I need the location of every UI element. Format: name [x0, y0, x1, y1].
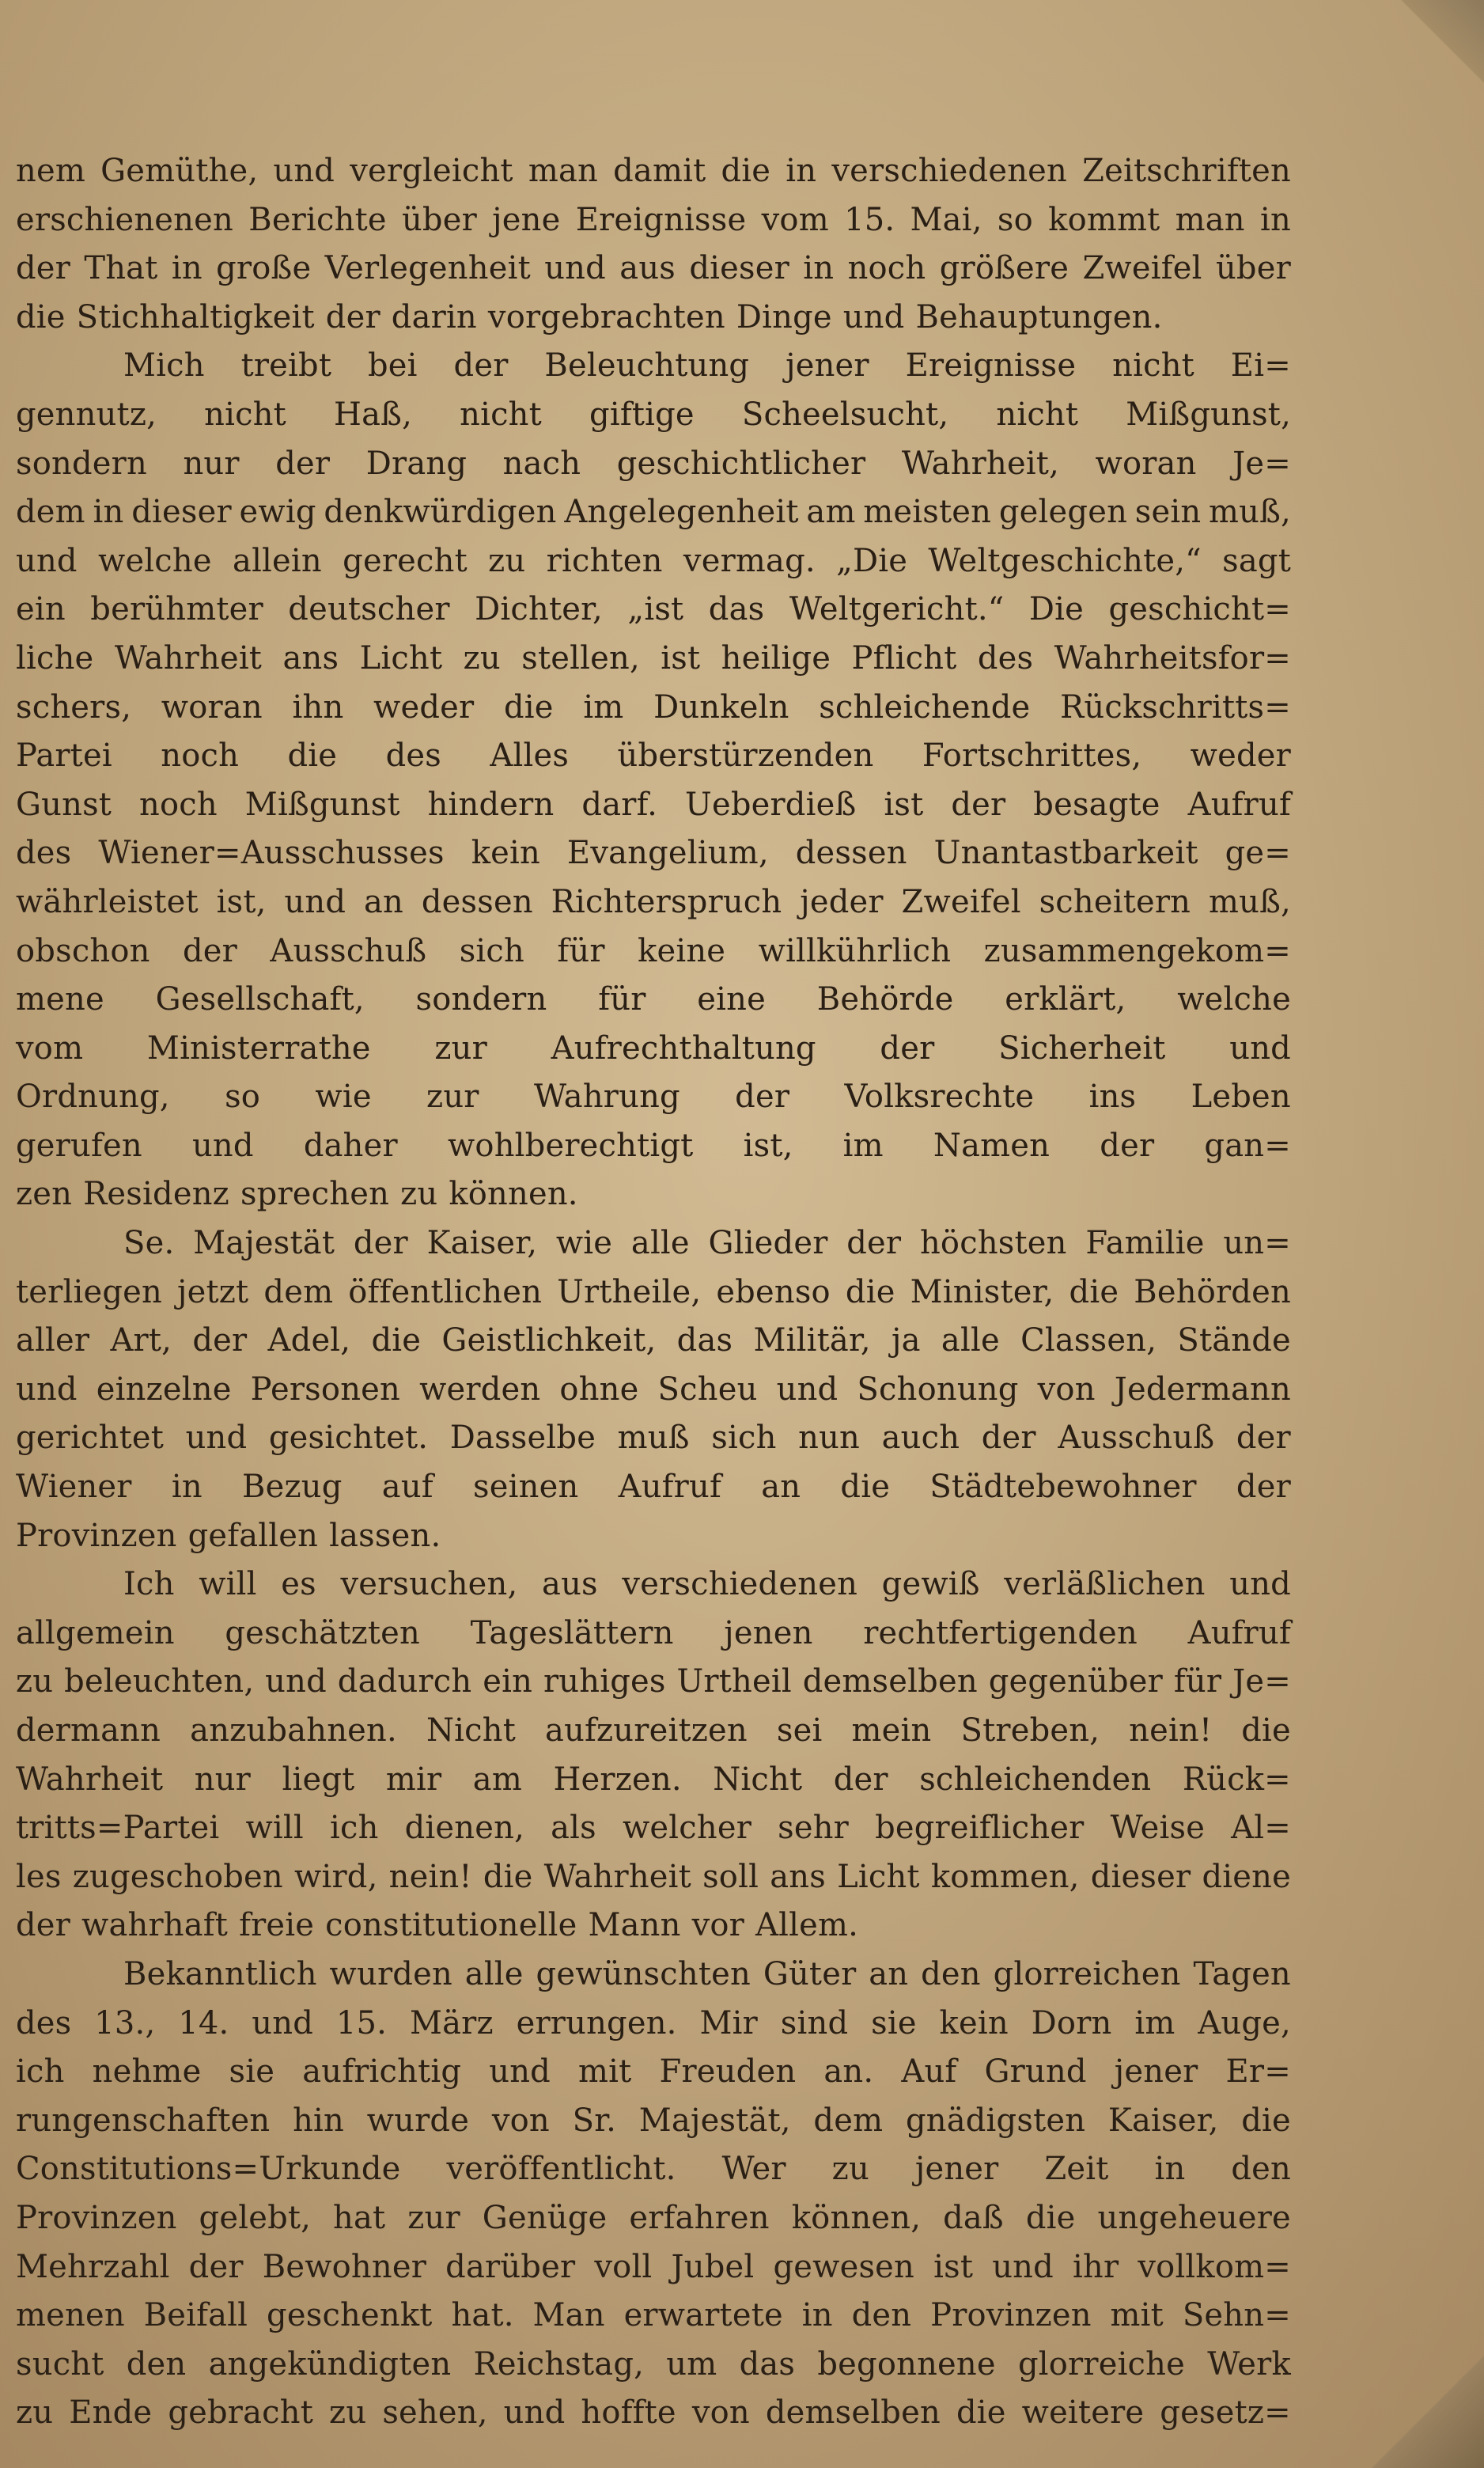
text-line: währleistet ist, und an dessen Richterspruch jeder Zweifel scheitern muß,	[16, 883, 1291, 920]
text-line: Mich treibt bei der Beleuchtung jener Ereignisse nicht Ei=	[123, 347, 1291, 385]
text-line: menen Beifall geschenkt hat. Man erwartete in den Provinzen mit Sehn=	[16, 2297, 1291, 2334]
text-line: gennutz, nicht Haß, nicht giftige Scheelsucht, nicht Mißgunst,	[16, 396, 1291, 433]
text-line: Ordnung, so wie zur Wahrung der Volksrechte ins Leben	[16, 1079, 1291, 1116]
text-line: des Wiener=Ausschusses kein Evangelium, dessen Unantastbarkeit ge=	[16, 835, 1291, 872]
text-line: vom Ministerrathe zur Aufrechthaltung der Sicherheit und	[16, 1029, 1291, 1067]
text-line: der wahrhaft freie constitutionelle Mann vor Allem.	[16, 1907, 858, 1944]
text-line: dermann anzubahnen. Nicht aufzureitzen sei mein Streben, nein! die	[16, 1712, 1291, 1749]
text-line: Gunst noch Mißgunst hindern darf. Ueberdieß ist der besagte Aufruf	[16, 786, 1291, 823]
text-line: gerufen und daher wohlberechtigt ist, im Namen der gan=	[16, 1127, 1291, 1164]
text-line: Provinzen gelebt, hat zur Genüge erfahren können, daß die ungeheuere	[16, 2199, 1291, 2236]
text-line: und einzelne Personen werden ohne Scheu und Schonung von Jedermann	[16, 1370, 1291, 1408]
text-line: schers, woran ihn weder die im Dunkeln schleichende Rückschritts=	[16, 688, 1291, 726]
text-line: Bekanntlich wurden alle gewünschten Güter an den glorreichen Tagen	[123, 1955, 1291, 1992]
text-line: ich nehme sie aufrichtig und mit Freuden an. Auf Grund jener Er=	[16, 2053, 1291, 2091]
text-line: obschon der Ausschuß sich für keine willkührlich zusammengekom=	[16, 932, 1291, 969]
page-corner-fold	[1397, 0, 1484, 95]
text-line: mene Gesellschaft, sondern für eine Behörde erklärt, welche	[16, 981, 1291, 1018]
text-line: zu Ende gebracht zu sehen, und hoffte von demselben die weitere gesetz=	[16, 2394, 1291, 2432]
text-line: zu beleuchten, und dadurch ein ruhiges Urtheil demselben gegenüber für Je=	[16, 1663, 1291, 1700]
text-line: Wiener in Bezug auf seinen Aufruf an die Städtebewohner der	[16, 1469, 1291, 1506]
text-line: die Stichhaltigkeit der darin vorgebrachten Dinge und Behauptungen.	[16, 298, 1163, 336]
text-line: terliegen jetzt dem öffentlichen Urtheile, ebenso die Minister, die Behörden	[16, 1273, 1291, 1310]
text-line: Constitutions=Urkunde veröffentlicht. Wer zu jener Zeit in den	[16, 2151, 1291, 2188]
body-text	[16, 147, 1291, 2438]
text-line: der That in große Verlegenheit und aus dieser in noch größere Zweifel über	[16, 250, 1291, 287]
text-line: allgemein geschätzten Tageslättern jenen rechtfertigenden Aufruf	[16, 1614, 1291, 1651]
text-line: Mehrzahl der Bewohner darüber voll Jubel gewesen ist und ihr vollkom=	[16, 2248, 1291, 2285]
page-corner-wear	[1365, 2310, 1484, 2468]
text-line: sucht den angekündigten Reichstag, um das begonnene glorreiche Werk	[16, 2345, 1291, 2383]
text-line: Wahrheit nur liegt mir am Herzen. Nicht der schleichenden Rück=	[16, 1761, 1291, 1798]
text-line: und welche allein gerecht zu richten vermag. „Die Weltgeschichte,“ sagt	[16, 542, 1291, 579]
text-line: nem Gemüthe, und vergleicht man damit die in verschiedenen Zeitschriften	[16, 153, 1291, 189]
text-line: zen Residenz sprechen zu können.	[16, 1176, 578, 1213]
text-line: tritts=Partei will ich dienen, als welcher sehr begreiflicher Weise Al=	[16, 1810, 1291, 1847]
text-line: erschienenen Berichte über jene Ereignisse vom 15. Mai, so kommt man in	[16, 201, 1291, 238]
text-line: sondern nur der Drang nach geschichtlicher Wahrheit, woran Je=	[16, 445, 1291, 482]
text-line: Se. Majestät der Kaiser, wie alle Glieder der höchsten Familie un=	[123, 1225, 1291, 1262]
text-line: Provinzen gefallen lassen.	[16, 1517, 441, 1554]
text-line: les zugeschoben wird, nein! die Wahrheit soll ans Licht kommen, dieser diene	[16, 1858, 1291, 1895]
text-line: des 13., 14. und 15. März errungen. Mir sind sie kein Dorn im Auge,	[16, 2004, 1291, 2042]
text-line: Partei noch die des Alles überstürzenden Fortschrittes, weder	[16, 737, 1291, 775]
text-line: dem in dieser ewig denkwürdigen Angelegenheit am meisten gelegen sein muß,	[16, 494, 1291, 531]
text-line: ein berühmter deutscher Dichter, „ist das Weltgericht.“ Die geschicht=	[16, 591, 1291, 628]
text-line: gerichtet und gesichtet. Dasselbe muß sich nun auch der Ausschuß der	[16, 1420, 1291, 1457]
text-line: aller Art, der Adel, die Geistlichkeit, das Militär, ja alle Classen, Stände	[16, 1322, 1291, 1359]
text-line: liche Wahrheit ans Licht zu stellen, ist heilige Pflicht des Wahrheitsfor=	[16, 639, 1291, 677]
text-line: rungenschaften hin wurde von Sr. Majestät, dem gnädigsten Kaiser, die	[16, 2102, 1291, 2139]
text-line: Ich will es versuchen, aus verschiedenen gewiß verläßlichen und	[123, 1566, 1291, 1603]
